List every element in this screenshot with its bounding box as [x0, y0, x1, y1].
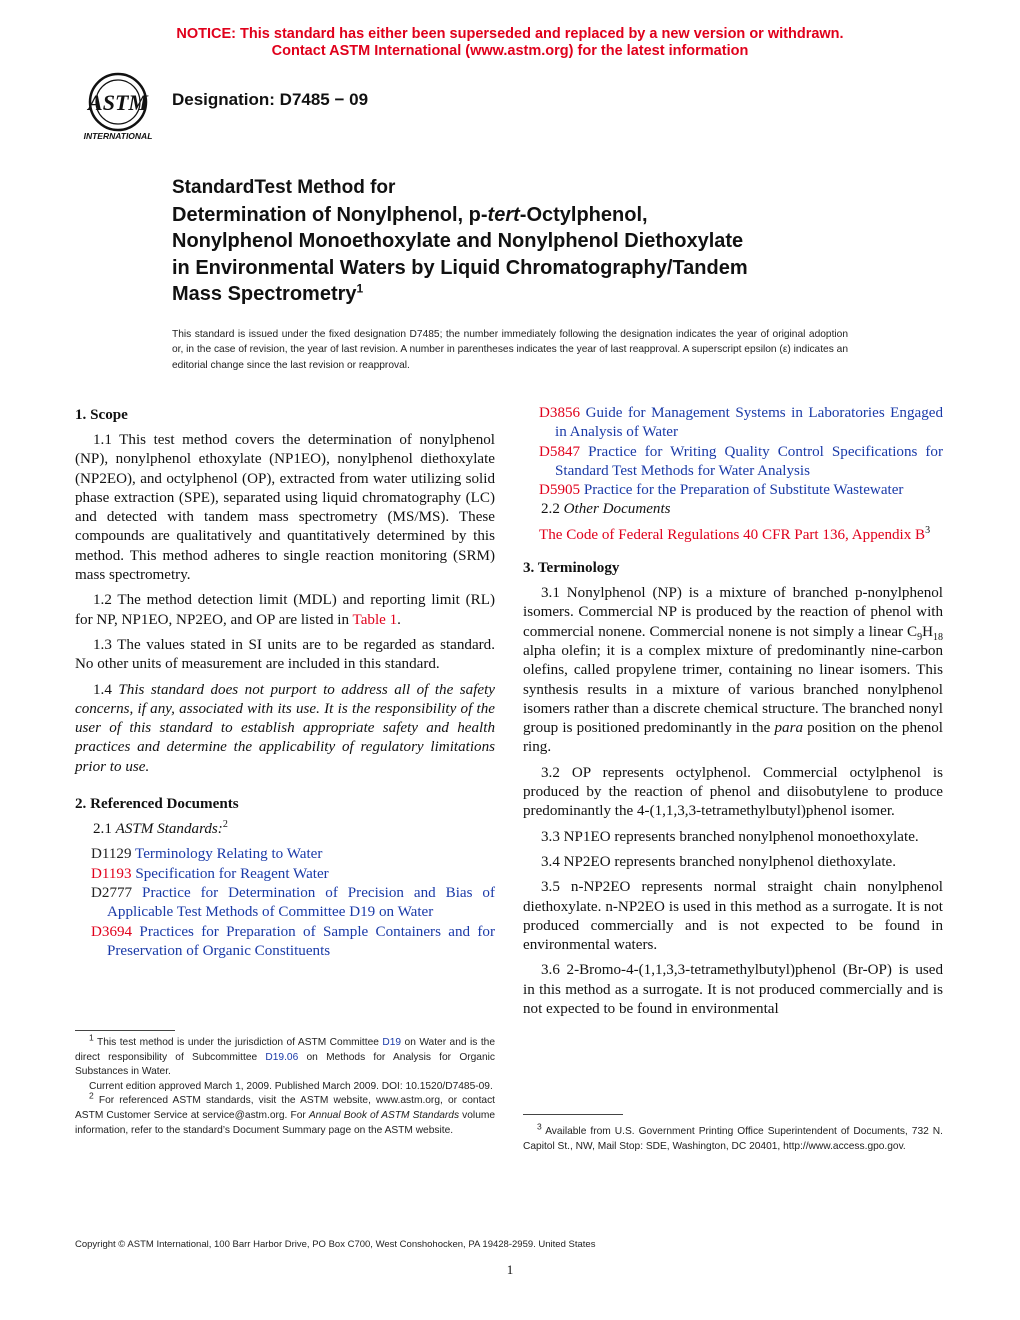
paragraph-1-4	[75, 681, 495, 777]
footnote-rule-right	[523, 1114, 623, 1115]
title-footnote-mark: 1	[356, 281, 364, 296]
title-line-2a: Determination of Nonylphenol, p-	[172, 203, 488, 226]
footnote-1	[75, 1032, 495, 1080]
p1-4-text: This standard does not purport to address all of the safety concerns, if any, associated with its use. It is the responsibility of the user of this standard to establish appropriate safety and health practices and determine the applicability of regulatory limitations prior to use.	[75, 681, 496, 775]
fn2-italic: Annual Book of ASTM Standards	[308, 1109, 460, 1121]
logo-letters: ASTM	[88, 90, 148, 115]
section-heading-referenced: 2. Referenced Documents	[75, 796, 239, 813]
notice-line-2: Contact ASTM International (www.astm.org) for the latest information	[271, 43, 749, 59]
paragraph-1-3: 1.3 The values stated in SI units are to be regarded as standard. No other units of measurement are included in this standard.	[75, 636, 495, 673]
ref-code: D5847	[539, 443, 581, 460]
ref-item-cfr[interactable]	[523, 526, 943, 545]
fn1-text-b: on Water and is the direct responsibility of Subcommittee	[75, 1037, 495, 1063]
title-line-2	[172, 202, 748, 229]
ref-item-d1193[interactable]	[75, 865, 495, 884]
ref-title[interactable]: Guide for Management Systems in Laboratories Engaged in Analysis of Water	[555, 405, 943, 441]
paragraph-2-1	[75, 820, 495, 839]
fn1-text-a: This test method is under the jurisdiction of ASTM Committee	[93, 1037, 383, 1048]
title-line-5	[172, 281, 748, 308]
paragraph-2-2	[523, 500, 943, 519]
fn1-text-c: on Methods for Analysis for Organic Substances in Water.	[75, 1051, 495, 1078]
p3-1-c: alpha olefin; it is a complex mixture of predominantly nine-carbon olefins, called propylene trimer, containing no linear isomers. This synthesis results in a mixture of various branched nonylphenol isomers rather than a discrete chemical structure. The branched nonyl group is positioned predominantly in the	[523, 642, 943, 737]
ref-code: D2777	[91, 884, 133, 901]
paragraph-3-3: 3.3 NP1EO represents branched nonylphenol monoethoxylate.	[541, 828, 919, 845]
paragraph-3-1	[523, 584, 943, 758]
paragraph-3-5: 3.5 n-NP2EO represents normal straight chain nonylphenol diethoxylate. n-NP2EO is used in this method as a surrogate. It is not produced commercially and is not expected to be found in environmental waters.	[523, 879, 943, 954]
footnotes-right	[523, 1121, 943, 1154]
title-line-2-italic: tert	[487, 203, 520, 226]
p3-1-italic: para	[774, 720, 803, 737]
ref-item-d5847[interactable]	[523, 443, 943, 482]
fn1-link-d19-06[interactable]: D19.06	[265, 1051, 299, 1063]
left-column	[75, 406, 495, 961]
cfr-appendix[interactable]: B	[915, 526, 926, 543]
ref-title[interactable]: Terminology Relating to Water	[135, 846, 323, 863]
designation: Designation: D7485 − 09	[172, 90, 369, 109]
ref-title[interactable]: Practice for Determination of Precision and Bias of Applicable Test Methods of Committee D19 on Water	[107, 884, 495, 921]
p2-1-num: 2.1	[93, 821, 116, 838]
fn1-mark: 1	[89, 1032, 94, 1043]
title-line-5-text: Mass Spectrometry	[172, 283, 357, 305]
cfr-title[interactable]: The Code of Federal Regulations 40 CFR Part 136, Appendix	[539, 526, 916, 543]
p3-1-b: H	[922, 623, 933, 640]
title-line-2c: -Octylphenol,	[519, 203, 648, 226]
p2-1-sup: 2	[222, 819, 228, 831]
astm-logo	[76, 72, 160, 142]
footnote-3	[523, 1121, 943, 1154]
ref-code: D3856	[539, 405, 581, 421]
ref-item-d3856[interactable]	[523, 404, 943, 443]
title-line-1: StandardTest Method for	[172, 177, 396, 198]
ref-item-d2777[interactable]	[75, 884, 495, 923]
title-line-4: in Environmental Waters by Liquid Chromatography/Tandem	[172, 256, 748, 279]
fn2-mark: 2	[89, 1090, 94, 1101]
copyright: Copyright © ASTM International, 100 Barr Harbor Drive, PO Box C700, West Conshohocken, PA 19428-2959. United States	[75, 1239, 596, 1250]
footnote-1-edition: Current edition approved March 1, 2009. Published March 2009. DOI: 10.1520/D7485-09.	[89, 1080, 493, 1092]
table-1-link[interactable]: Table 1	[352, 611, 398, 628]
paragraph-3-6: 3.6 2-Bromo-4-(1,1,3,3-tetramethylbutyl)phenol (Br-OP) is used in this method as a surrogate. It is not produced commercially and is not expected to be found in environmental	[523, 962, 943, 1018]
ref-code: D3694	[91, 923, 133, 940]
section-heading-terminology: 3. Terminology	[523, 560, 620, 577]
footnotes-left	[75, 1032, 496, 1138]
footnote-2	[75, 1090, 496, 1138]
p1-2-end: .	[397, 611, 401, 628]
astm-logo-icon	[76, 72, 160, 142]
p3-1-a: 3.1 Nonylphenol (NP) is a mixture of branched p-nonylphenol isomers. Commercial NP is produced by the reaction of phenol with commercial nonene. Commercial nonene is not simply a linear C	[523, 585, 943, 640]
page-number: 1	[506, 1262, 514, 1277]
p1-4-num: 1.4	[93, 681, 119, 698]
ref-code: D1129	[91, 846, 132, 863]
right-column	[523, 404, 943, 1025]
withdrawal-notice	[0, 26, 1020, 60]
p3-1-sub1: 9	[917, 631, 923, 643]
document-title	[172, 175, 748, 308]
section-heading-scope: 1. Scope	[75, 407, 128, 423]
fn3-text: Available from U.S. Government Printing Office Superintendent of Documents, 732 N. Capitol St., NW, Mail Stop: SDE, Washington, DC 20401, http://www.access.gpo.gov.	[523, 1126, 943, 1152]
p1-2-text: 1.2 The method detection limit (MDL) and reporting limit (RL) for NP, NP1EO, NP2EO, and OP are listed in	[75, 592, 495, 628]
p3-1-d: position on the phenol ring.	[523, 720, 943, 756]
paragraph-3-2: 3.2 OP represents octylphenol. Commercial octylphenol is produced by the reaction of phenol and diisobutylene to produce predominantly the 4-(1,1,3,3-tetramethylbutyl)phenol isomer.	[523, 764, 943, 820]
ref-title[interactable]: Practice for Writing Quality Control Specifications for Standard Test Methods for Water Analysis	[555, 443, 944, 479]
ref-title[interactable]: Practices for Preparation of Sample Containers and for Preservation of Organic Constituents	[107, 923, 495, 959]
p3-1-sub2: 18	[933, 631, 943, 643]
p2-1-text: ASTM Standards:	[115, 821, 223, 838]
cfr-sup: 3	[925, 524, 931, 536]
paragraph-1-2	[75, 591, 495, 630]
fn2-text-b: volume information, refer to the standard’s Document Summary page on the ASTM website.	[75, 1109, 496, 1136]
ref-item-d3694[interactable]	[75, 923, 495, 962]
ref-item-d5905[interactable]	[523, 481, 943, 500]
p2-2-num: 2.2	[541, 501, 564, 518]
notice-line-1: NOTICE: This standard has either been superseded and replaced by a new version or withdrawn.	[176, 26, 844, 42]
ref-code: D1193	[91, 865, 132, 882]
title-line-3: Nonylphenol Monoethoxylate and Nonylphenol Diethoxylate	[172, 230, 744, 252]
logo-ring-text: INTERNATIONAL	[83, 131, 153, 141]
p2-2-text: Other Documents	[563, 501, 671, 518]
ref-title[interactable]: Practice for the Preparation of Substitute Wastewater	[583, 482, 904, 499]
fn3-mark: 3	[537, 1121, 542, 1132]
ref-item-d1129[interactable]	[75, 845, 495, 864]
ref-code: D5905	[539, 482, 581, 499]
fn1-link-d19[interactable]: D19	[382, 1037, 402, 1048]
footnote-rule-left	[75, 1030, 175, 1031]
fn2-text-a: For referenced ASTM standards, visit the ASTM website, www.astm.org, or contact ASTM Customer Service at service@astm.org. For	[75, 1095, 495, 1121]
paragraph-3-4: 3.4 NP2EO represents branched nonylphenol diethoxylate.	[541, 853, 897, 870]
ref-title[interactable]: Specification for Reagent Water	[135, 865, 329, 882]
paragraph-1-1: 1.1 This test method covers the determination of nonylphenol (NP), nonylphenol ethoxylate (NP1EO), nonylphenol diethoxylate (NP2EO), and octylphenol (OP), extracted from water utilizing solid phase extraction (SPE), separated using liquid chromatography (LC) and detected with tandem mass spectrometry (MS/MS). These compounds are qualitatively and quantitatively determined by this method. This method adheres to single reaction monitoring (SRM) mass spectrometry.	[75, 432, 495, 584]
intro-paragraph: This standard is issued under the fixed designation D7485; the number immediately following the designation indicates the year of original adoption or, in the case of revision, the year of last revision. A number in parentheses indicates the year of last reapproval. A superscript epsilon (ε) indicates an editorial change since the last revision or reapproval.	[172, 329, 848, 371]
